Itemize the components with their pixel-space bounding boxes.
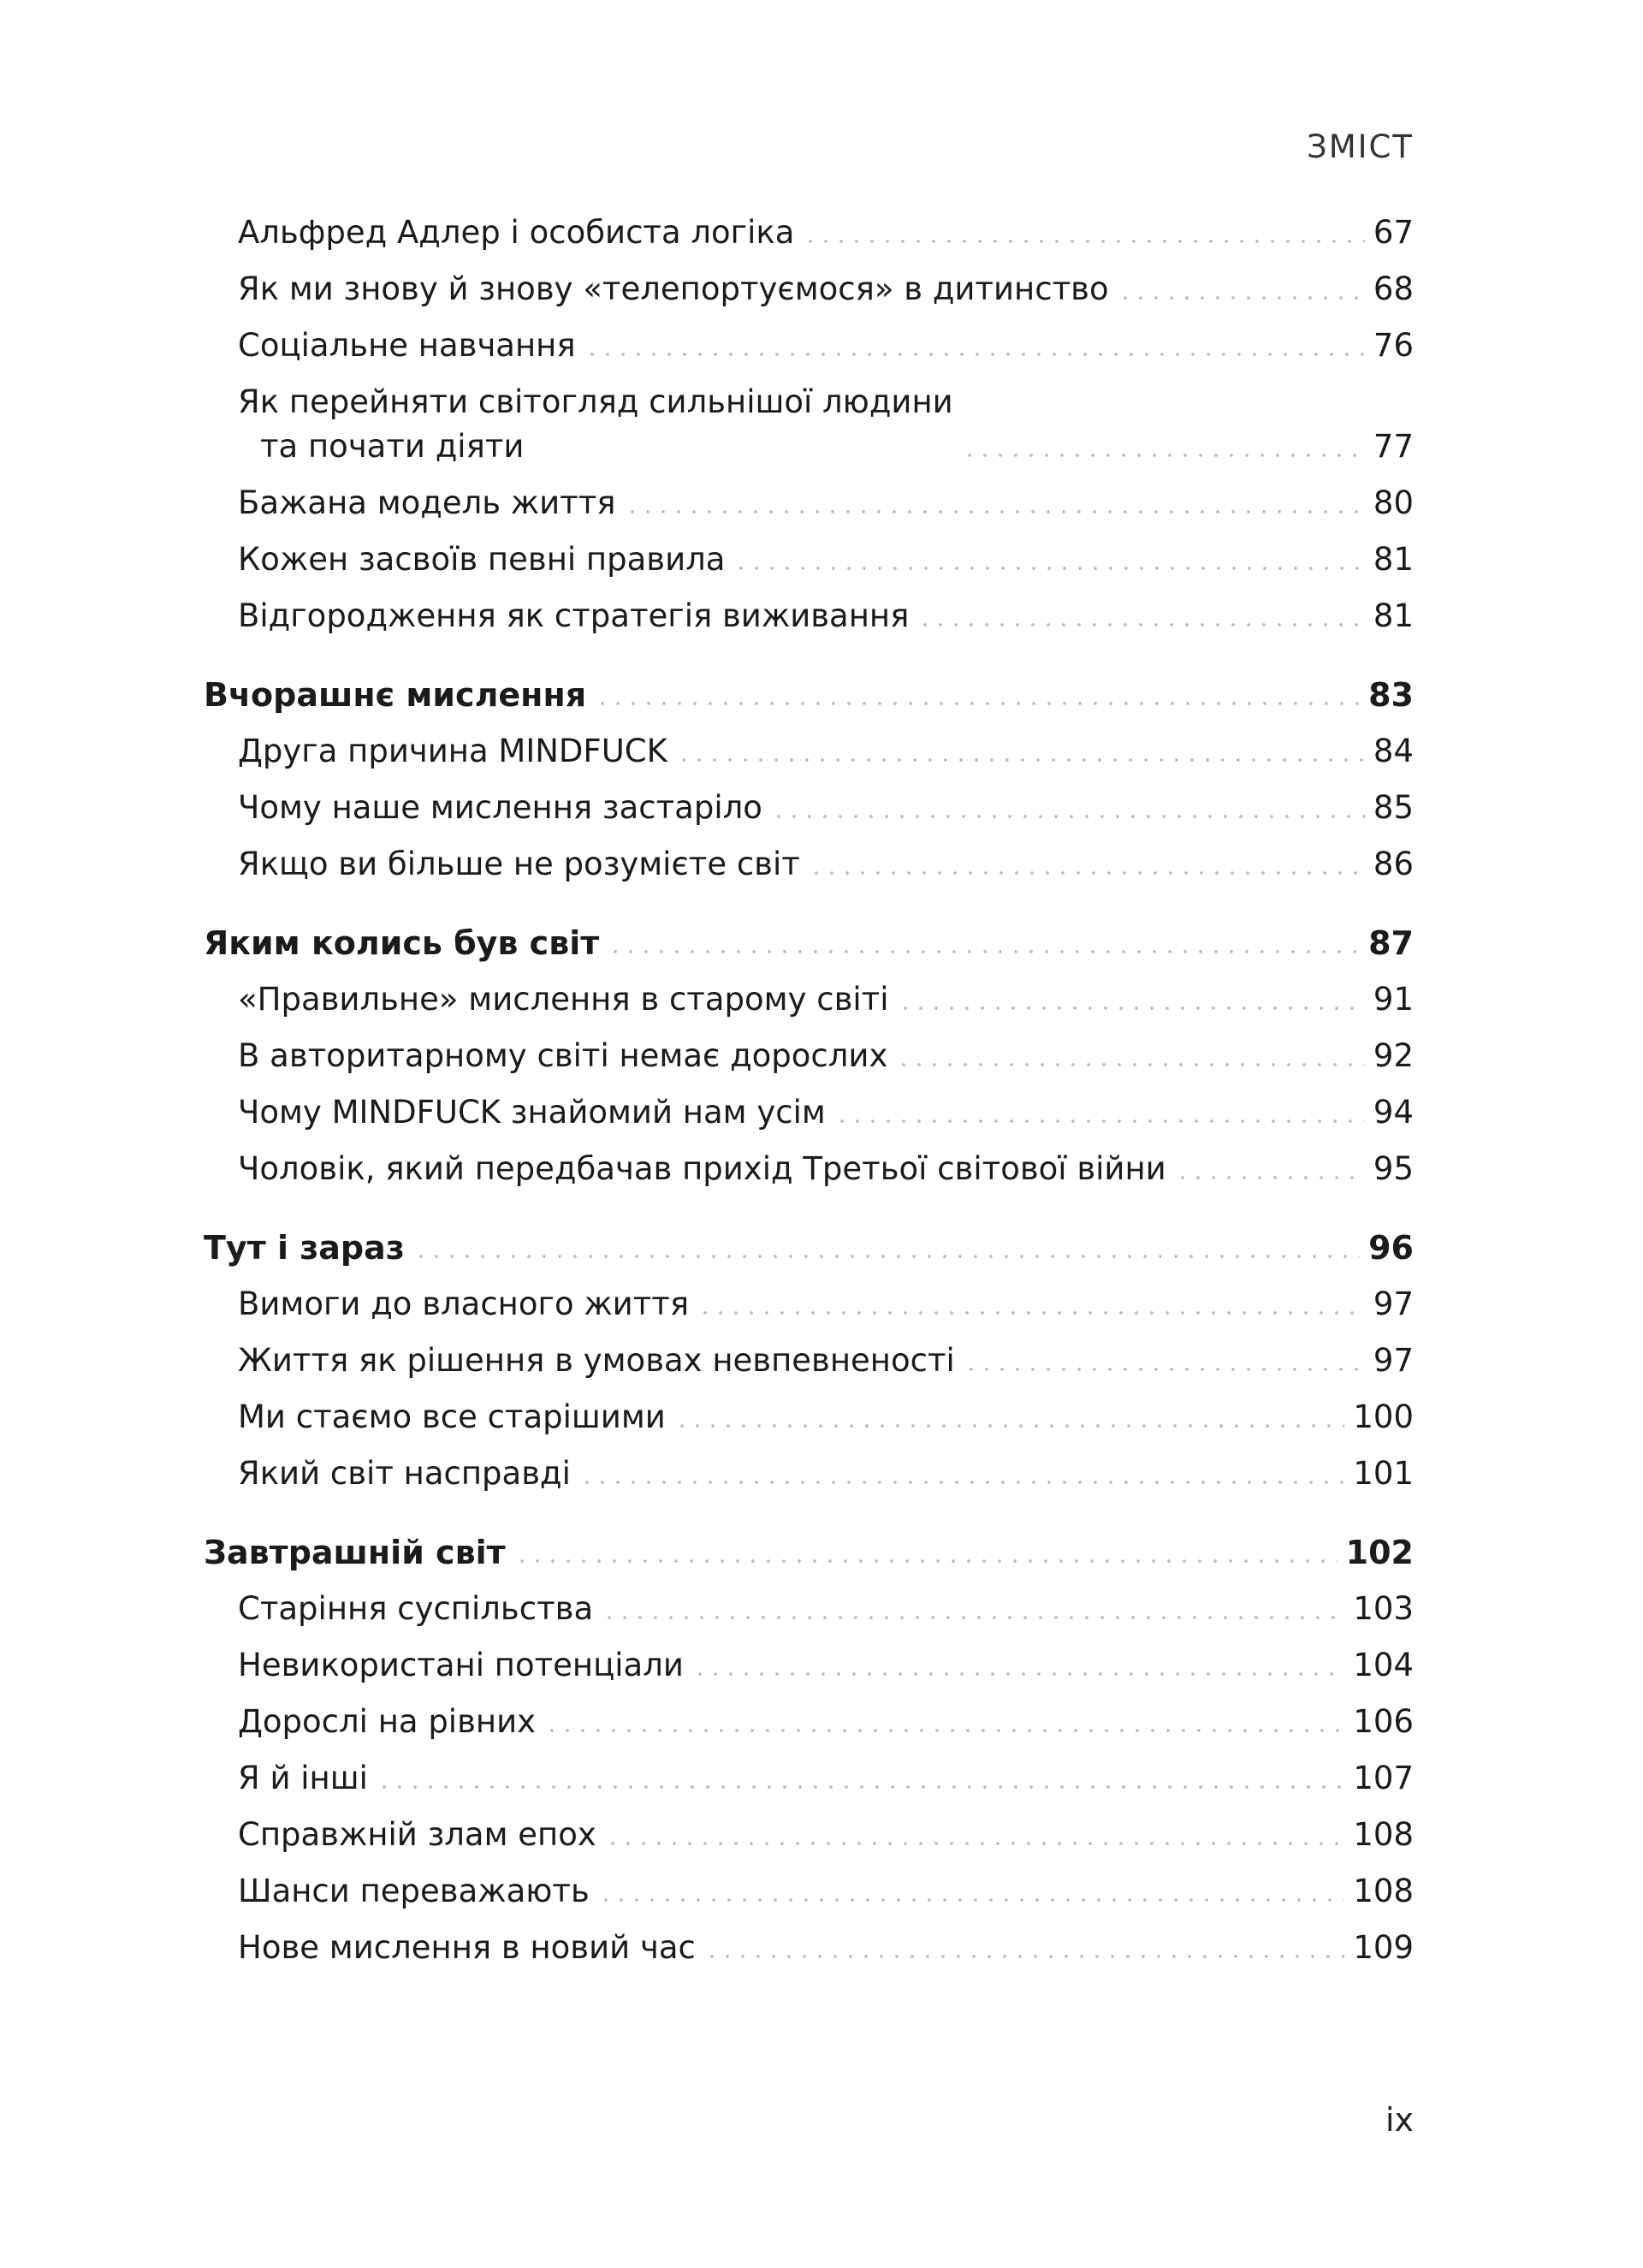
toc-chapter-title: Вчорашнє мислення (204, 676, 587, 714)
toc-entry[interactable] (204, 1339, 1414, 1383)
toc-entry[interactable] (204, 1643, 1414, 1688)
toc-entry-title: Життя як рішення в умовах невпевненості (238, 1342, 955, 1379)
toc-entry[interactable] (204, 1587, 1414, 1631)
toc-entry-page: 104 (1353, 1647, 1414, 1683)
dot-leader (697, 1311, 1365, 1315)
toc-entry-title: Чому наше мислення застаріло (238, 789, 762, 826)
toc-entry[interactable] (204, 481, 1414, 525)
running-header: ЗМІСТ (1307, 128, 1414, 165)
toc-entry[interactable] (204, 786, 1414, 830)
toc-entry[interactable] (204, 324, 1414, 368)
toc-entry[interactable] (204, 729, 1414, 774)
toc-entry-title: Нове мислення в новий час (238, 1929, 696, 1966)
toc-entry[interactable] (204, 1756, 1414, 1801)
toc-entry-title: Невикористані потенціали (238, 1647, 684, 1683)
toc-chapter-page: 96 (1368, 1229, 1414, 1267)
toc-entry-page: 94 (1373, 1094, 1414, 1131)
toc-entry-page: 86 (1373, 846, 1414, 882)
toc-entry[interactable] (204, 1147, 1414, 1191)
toc-entry-title: Ми стаємо все старішими (238, 1398, 666, 1435)
dot-leader (733, 567, 1364, 570)
toc-entry-page: 103 (1353, 1590, 1414, 1627)
toc-entry[interactable] (204, 1700, 1414, 1744)
toc-entry[interactable] (204, 594, 1414, 638)
toc-entry-title: Старіння суспільства (238, 1590, 594, 1627)
toc-entry-page: 84 (1373, 733, 1414, 769)
toc-entry-page: 85 (1373, 789, 1414, 826)
dot-leader (625, 510, 1365, 514)
dot-leader (514, 1559, 1338, 1563)
toc-entry[interactable] (204, 211, 1414, 255)
toc-entry-page: 106 (1353, 1703, 1414, 1740)
dot-leader (676, 758, 1365, 762)
toc-entry[interactable] (204, 1034, 1414, 1078)
dot-leader (377, 1785, 1344, 1789)
toc-entry-title: «Правильне» мислення в старому світі (238, 981, 889, 1018)
toc-entry-title: Чоловік, який передбачав прихід Третьої світової війни (238, 1150, 1166, 1187)
toc-entry-page: 91 (1373, 981, 1414, 1018)
toc-entry-page: 97 (1373, 1285, 1414, 1322)
dot-leader (608, 950, 1360, 953)
dot-leader (674, 1424, 1345, 1428)
toc-entry-title: Відгородження як стратегія виживання (238, 597, 910, 634)
toc-entry-title: Шанси переважають (238, 1873, 590, 1909)
toc-chapter-title: Завтрашній світ (204, 1534, 506, 1571)
toc-entry-title: Дорослі на рівних (238, 1703, 537, 1740)
toc-entry-title: Бажана модель життя (238, 484, 616, 521)
toc-entry[interactable] (204, 537, 1414, 582)
toc-entry-page: 92 (1373, 1037, 1414, 1074)
toc-entry[interactable] (204, 1813, 1414, 1857)
toc-entry-page: 68 (1373, 270, 1414, 307)
toc-entry-title: Справжній злам епох (238, 1816, 596, 1853)
toc-entry-title: Який світ насправді (238, 1455, 571, 1492)
toc-chapter-title: Тут і зараз (204, 1229, 405, 1267)
dot-leader (962, 454, 1365, 457)
toc-entry-page: 80 (1373, 484, 1414, 521)
toc-chapter[interactable] (204, 1226, 1414, 1270)
toc-entry[interactable] (204, 1452, 1414, 1496)
dot-leader (964, 1368, 1365, 1371)
toc-entry[interactable] (204, 1395, 1414, 1440)
dot-leader (605, 1842, 1345, 1845)
toc-entry-page: 76 (1373, 327, 1414, 364)
toc-entry[interactable] (204, 1869, 1414, 1914)
toc-entry-page: 108 (1353, 1873, 1414, 1909)
toc-entry-page: 100 (1353, 1398, 1414, 1435)
toc-entry[interactable] (204, 380, 1414, 469)
table-of-contents (204, 211, 1414, 1982)
toc-entry-page: 77 (1373, 428, 1414, 465)
dot-leader (1175, 1176, 1365, 1179)
page-number: ix (1385, 2101, 1414, 2139)
dot-leader (834, 1119, 1365, 1123)
toc-entry-title: В авторитарному світі немає дорослих (238, 1037, 888, 1074)
toc-entry-page: 101 (1353, 1455, 1414, 1492)
dot-leader (809, 871, 1365, 875)
toc-chapter-page: 102 (1345, 1534, 1414, 1571)
dot-leader (917, 623, 1365, 626)
toc-entry-title: Як ми знову й знову «телепортуємося» в дитинство (238, 270, 1109, 307)
dot-leader (771, 815, 1365, 818)
toc-entry-page: 107 (1353, 1760, 1414, 1796)
toc-chapter-page: 87 (1368, 924, 1414, 962)
toc-entry[interactable] (204, 267, 1414, 312)
toc-entry-title: Кожен засвоїв певні правила (238, 541, 726, 578)
toc-entry-page: 108 (1353, 1816, 1414, 1853)
dot-leader (598, 1898, 1345, 1902)
toc-entry-page: 95 (1373, 1150, 1414, 1187)
toc-entry[interactable] (204, 1926, 1414, 1970)
toc-entry-title: Якщо ви більше не розумієте світ (238, 846, 800, 882)
toc-entry[interactable] (204, 1090, 1414, 1135)
toc-entry-title-line2: та почати діяти (260, 428, 525, 465)
toc-entry-title (238, 380, 953, 469)
dot-leader (595, 702, 1360, 705)
toc-chapter-title: Яким колись був світ (204, 924, 600, 962)
toc-entry[interactable] (204, 842, 1414, 887)
toc-entry-page: 109 (1353, 1929, 1414, 1966)
dot-leader (544, 1729, 1344, 1732)
toc-entry[interactable] (204, 977, 1414, 1022)
dot-leader (704, 1955, 1345, 1958)
toc-chapter[interactable] (204, 673, 1414, 717)
dot-leader (602, 1616, 1344, 1619)
toc-entry-page: 81 (1373, 541, 1414, 578)
toc-entry-title: Альфред Адлер і особиста логіка (238, 214, 795, 251)
toc-entry-page: 67 (1373, 214, 1414, 251)
toc-entry[interactable] (204, 1282, 1414, 1327)
toc-entry-title-line1: Як перейняти світогляд сильнішої людини (238, 383, 953, 420)
dot-leader (896, 1063, 1365, 1066)
dot-leader (413, 1255, 1360, 1258)
dot-leader (579, 1481, 1344, 1484)
dot-leader (692, 1672, 1344, 1676)
toc-entry-title: Друга причина MINDFUCK (238, 733, 667, 769)
toc-chapter[interactable] (204, 1530, 1414, 1575)
dot-leader (1118, 296, 1365, 300)
toc-entry-title: Чому MINDFUCK знайомий нам усім (238, 1094, 826, 1131)
dot-leader (803, 240, 1364, 243)
toc-entry-page: 81 (1373, 597, 1414, 634)
toc-entry-title: Я й інші (238, 1760, 368, 1796)
toc-entry-page: 97 (1373, 1342, 1414, 1379)
dot-leader (584, 353, 1365, 356)
toc-entry-title: Соціальне навчання (238, 327, 576, 364)
toc-chapter[interactable] (204, 921, 1414, 965)
dot-leader (898, 1006, 1365, 1010)
toc-chapter-page: 83 (1368, 676, 1414, 714)
toc-entry-title: Вимоги до власного життя (238, 1285, 690, 1322)
